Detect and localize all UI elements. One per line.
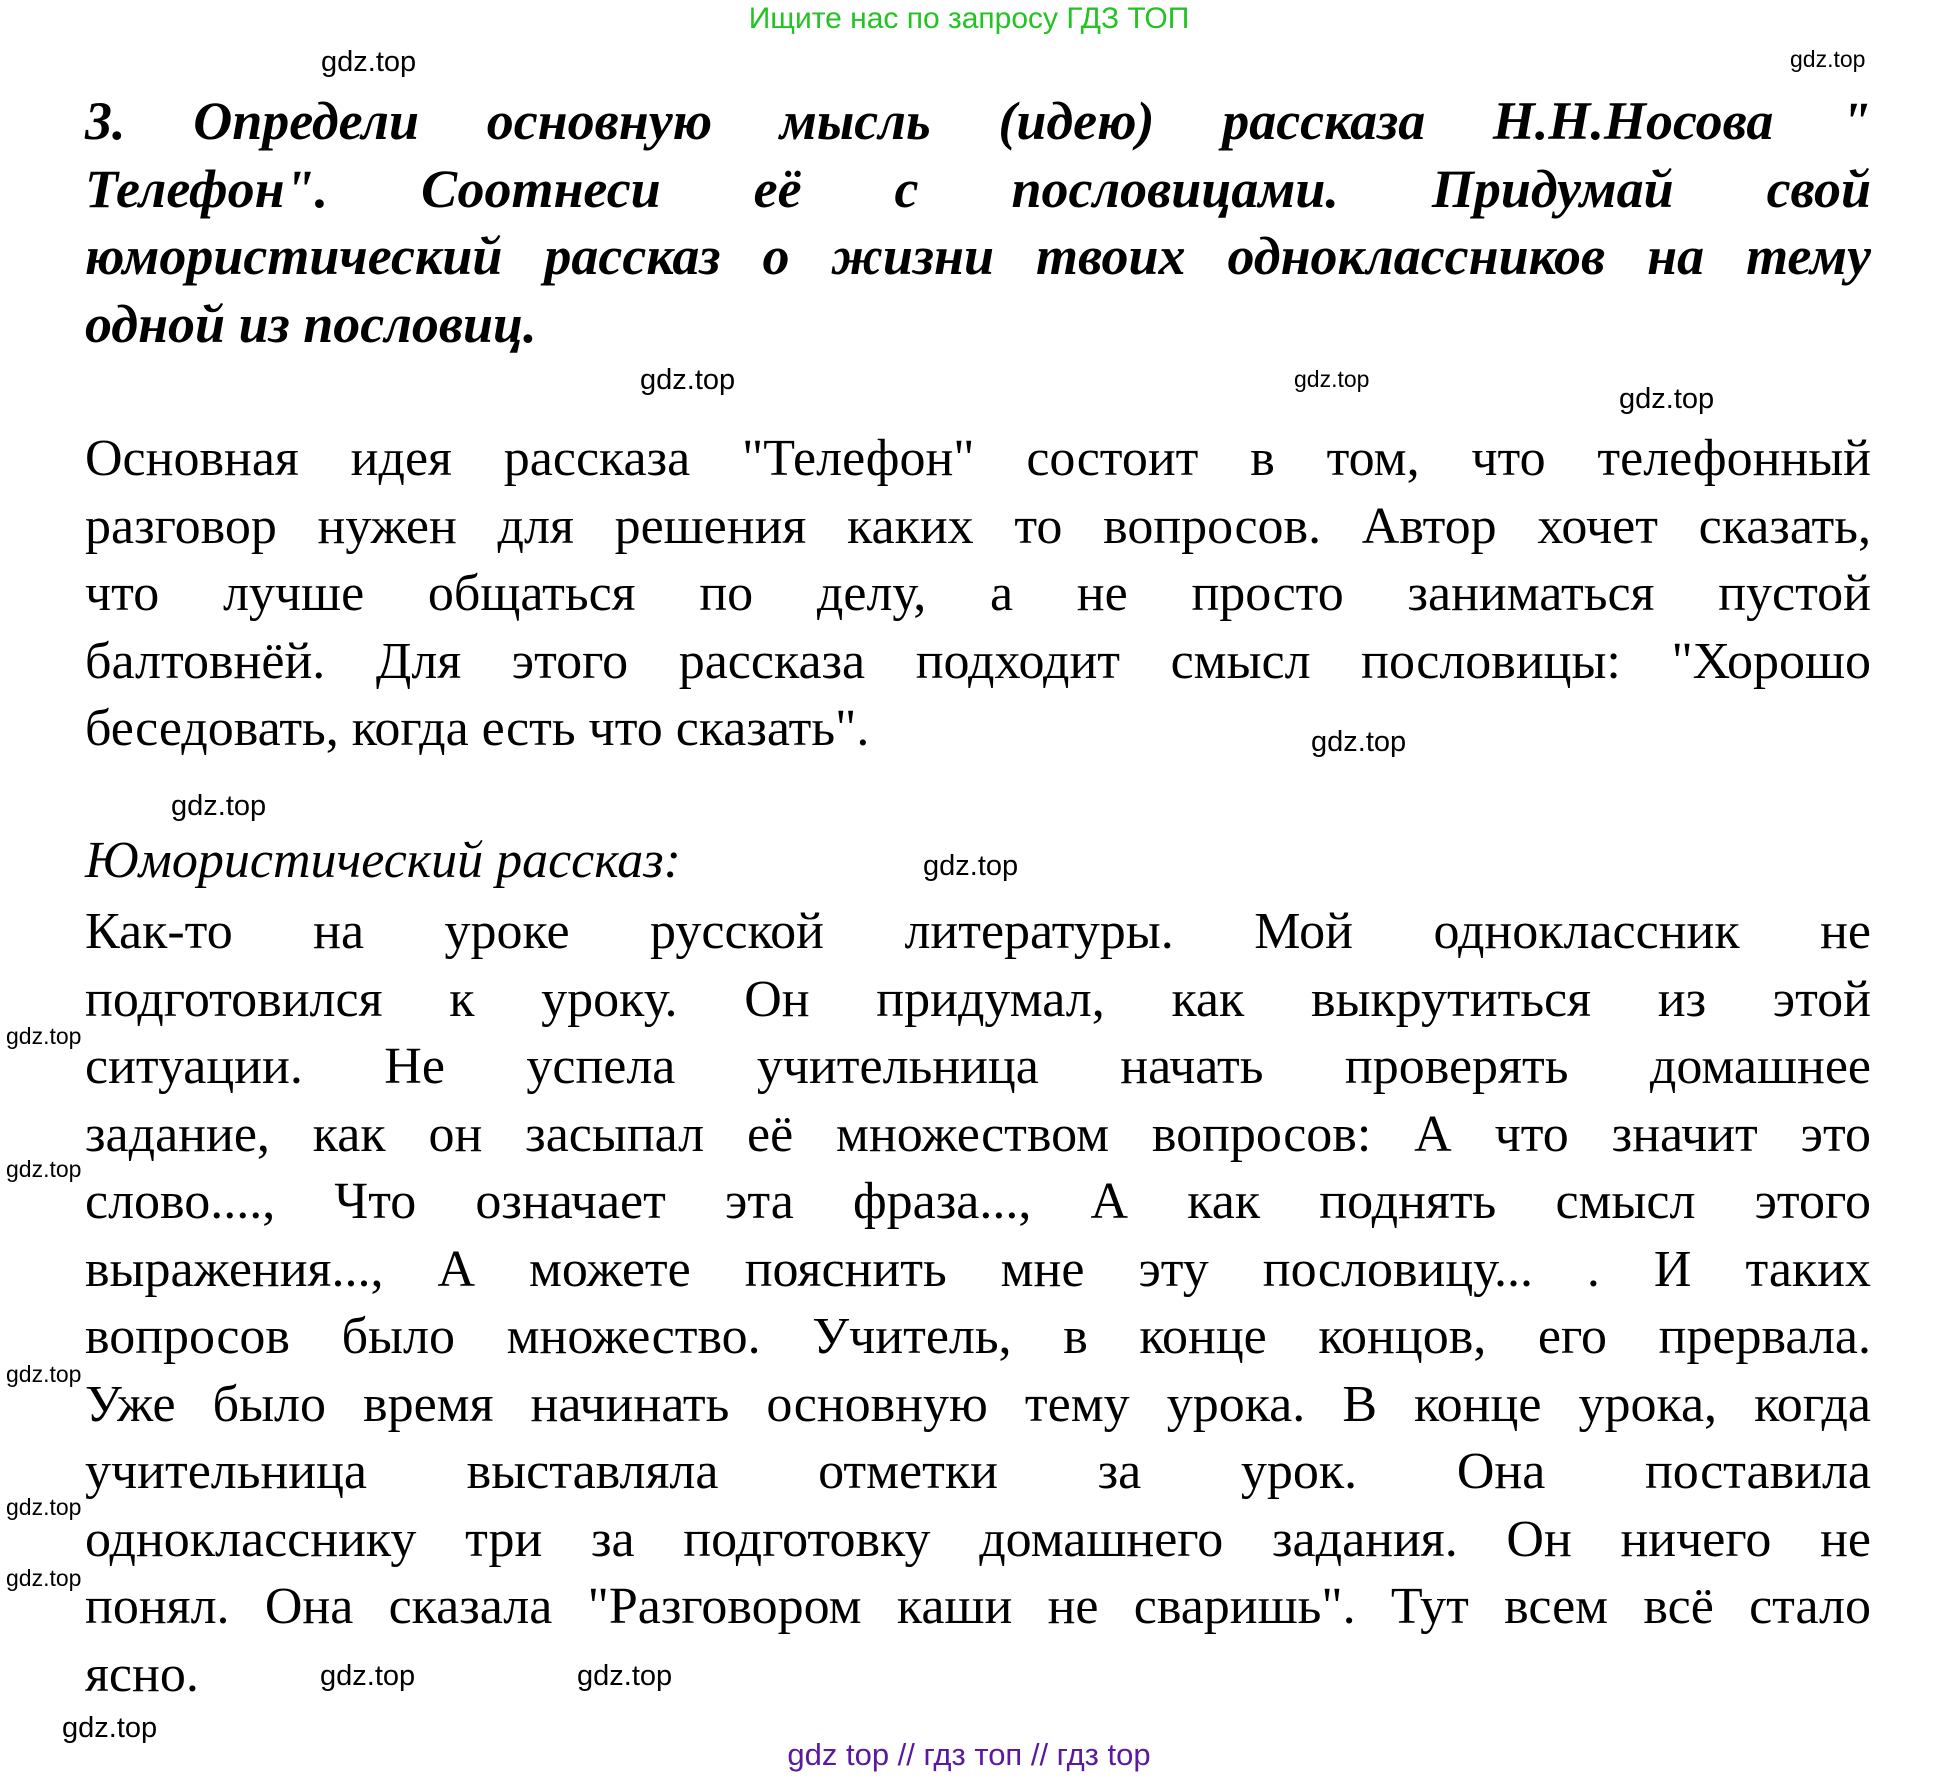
story-title: Юмористический рассказ:: [85, 832, 681, 889]
story-line: понял. Она сказала "Разговором каши не сваришь". Тут всем всё стало: [85, 1578, 1871, 1635]
answer-line: разговор нужен для решения каких то вопросов. Автор хочет сказать,: [85, 497, 1871, 555]
story-line: слово...., Что означает эта фраза..., А как поднять смысл этого: [85, 1173, 1871, 1230]
watermark: gdz.top: [171, 790, 267, 822]
story-line: выражения..., А можете пояснить мне эту пословицу... . И таких: [85, 1240, 1871, 1298]
story-line: вопросов было множество. Учитель, в конце концов, его прервала.: [85, 1308, 1871, 1365]
task-heading: [85, 88, 1871, 358]
story-paragraph: [85, 898, 1871, 1708]
answer-paragraph: [85, 425, 1871, 763]
watermark: gdz.top: [6, 1156, 82, 1182]
heading-line: одной из пословиц.: [85, 293, 537, 354]
answer-line: беседовать, когда есть что сказать".: [85, 700, 870, 757]
top-banner: Ищите нас по запросу ГДЗ ТОП: [748, 2, 1190, 35]
footer-text: gdz top // гдз топ // гдз top: [787, 1737, 1151, 1772]
answer-line: балтовнёй. Для этого рассказа подходит смысл пословицы: "Хорошо: [85, 632, 1871, 690]
watermark: gdz.top: [923, 850, 1019, 882]
story-line: ясно.: [85, 1645, 199, 1703]
watermark: gdz.top: [6, 1361, 82, 1387]
watermark: gdz.top: [640, 364, 736, 396]
heading-line: юмористический рассказ о жизни твоих одноклассников на тему: [85, 226, 1871, 286]
story-line: однокласснику три за подготовку домашнего задания. Он ничего не: [85, 1510, 1871, 1568]
footer-links: [0, 1739, 1938, 1770]
watermark: gdz.top: [1619, 383, 1715, 415]
story-line: ситуации. Не успела учительница начать проверять домашнее: [85, 1038, 1871, 1095]
heading-line: 3. Определи основную мысль (идею) рассказа Н.Н.Носова ": [85, 91, 1871, 151]
watermark: gdz.top: [1790, 46, 1866, 72]
story-line: задание, как он засыпал её множеством вопросов: А что значит это: [85, 1105, 1871, 1163]
watermark: gdz.top: [62, 1712, 158, 1744]
watermark: gdz.top: [320, 1660, 416, 1692]
watermark: gdz.top: [6, 1565, 82, 1591]
story-line: учительница выставляла отметки за урок. Она поставила: [85, 1443, 1871, 1500]
answer-line: Основная идея рассказа "Телефон" состоит в том, что телефонный: [85, 430, 1871, 487]
watermark: gdz.top: [321, 46, 417, 78]
answer-line: что лучше общаться по делу, а не просто заниматься пустой: [85, 565, 1871, 622]
watermark: gdz.top: [577, 1660, 673, 1692]
story-line: Как-то на уроке русской литературы. Мой одноклассник не: [85, 903, 1871, 960]
watermark: gdz.top: [6, 1023, 82, 1049]
heading-line: Телефон". Соотнеси её с пословицами. Придумай свой: [85, 158, 1871, 219]
story-line: подготовился к уроку. Он придумал, как выкрутиться из этой: [85, 970, 1871, 1028]
watermark: gdz.top: [1311, 726, 1407, 758]
watermark: gdz.top: [1294, 366, 1370, 392]
watermark: gdz.top: [6, 1494, 82, 1520]
story-line: Уже было время начинать основную тему урока. В конце урока, когда: [85, 1375, 1871, 1433]
